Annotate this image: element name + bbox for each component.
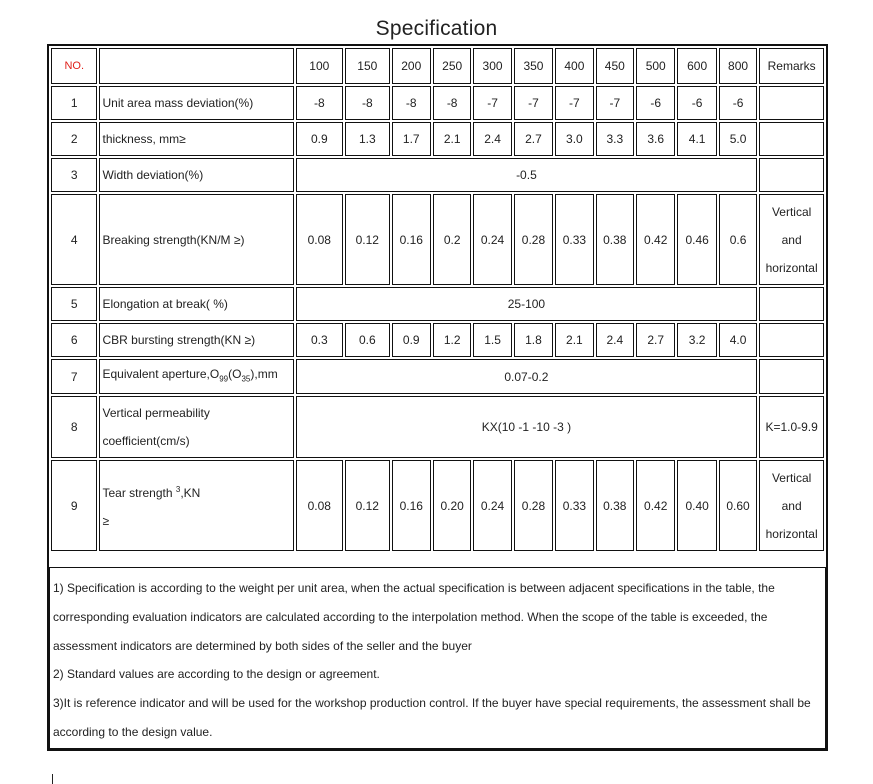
item-line [102, 476, 292, 507]
item-text: Equivalent aperture,O [102, 367, 220, 381]
row-item [99, 460, 293, 551]
row-value: -7 [514, 86, 553, 120]
table-row [51, 158, 824, 192]
row-no: 4 [51, 194, 97, 285]
header-spec: 500 [636, 48, 675, 84]
row-value: 0.3 [296, 323, 344, 357]
header-spec: 800 [719, 48, 757, 84]
row-no: 8 [51, 396, 97, 458]
row-value: 0.42 [636, 460, 675, 551]
row-merged-value: 25-100 [296, 287, 758, 321]
item-line: Vertical permeability [102, 406, 210, 421]
row-merged-value: -0.5 [296, 158, 758, 192]
row-remark [759, 194, 824, 285]
row-value: -6 [636, 86, 675, 120]
header-spec: 350 [514, 48, 553, 84]
row-value: 2.7 [514, 122, 553, 156]
item-subscript: 35 [241, 374, 251, 384]
header-spec: 100 [296, 48, 344, 84]
row-value: -7 [596, 86, 634, 120]
note-line: according to the design value. [53, 724, 213, 739]
row-value: -7 [473, 86, 511, 120]
row-value: 0.08 [296, 460, 344, 551]
row-item: Width deviation(%) [99, 158, 293, 192]
row-merged-value: 0.07-0.2 [296, 359, 758, 394]
row-remark [759, 323, 824, 357]
row-value: 0.6 [719, 194, 757, 285]
remark-line: horizontal [765, 526, 818, 541]
header-remarks: Remarks [759, 48, 824, 84]
row-value: 0.33 [555, 194, 593, 285]
header-spec: 250 [433, 48, 471, 84]
remark-line: Vertical [771, 470, 812, 485]
note-line: 3)It is reference indicator and will be used for the workshop production control. If the buyer have special requirements, the assessment shall be [53, 696, 811, 711]
row-value: 0.12 [345, 194, 389, 285]
row-value: 0.28 [514, 460, 553, 551]
row-value: 1.8 [514, 323, 553, 357]
row-value: 0.9 [296, 122, 344, 156]
row-value: -6 [677, 86, 716, 120]
text-cursor-mark [52, 774, 53, 784]
row-value: 0.20 [433, 460, 471, 551]
row-item: CBR bursting strength(KN ≥) [99, 323, 293, 357]
remark-line: and [781, 232, 802, 247]
row-value: 1.7 [392, 122, 431, 156]
row-remark: K=1.0-9.9 [759, 396, 824, 458]
notes-box [49, 567, 826, 749]
header-spec: 200 [392, 48, 431, 84]
row-item [99, 359, 293, 394]
row-value: 0.60 [719, 460, 757, 551]
row-value: 1.3 [345, 122, 389, 156]
row-item: Breaking strength(KN/M ≥) [99, 194, 293, 285]
row-merged-value: KX(10 -1 -10 -3 ) [296, 396, 758, 458]
row-value: -8 [392, 86, 431, 120]
row-value: 0.16 [392, 194, 431, 285]
row-item: Elongation at break( %) [99, 287, 293, 321]
row-value: 0.38 [596, 194, 634, 285]
note-line: 1) Specification is according to the weight per unit area, when the actual specification is between adjacent specifications in the table, the [53, 581, 775, 595]
table-row [51, 122, 824, 156]
row-value: 1.2 [433, 323, 471, 357]
header-spec: 150 [345, 48, 389, 84]
row-value: 2.1 [555, 323, 593, 357]
row-item: thickness, mm≥ [99, 122, 293, 156]
note-line: corresponding evaluation indicators are calculated according to the interpolation method. When the scope of the table is exceeded, the [53, 609, 768, 624]
item-text: ),mm [250, 367, 278, 381]
item-text: (O [228, 367, 242, 381]
row-value: 0.33 [555, 460, 593, 551]
row-value: 0.28 [514, 194, 553, 285]
row-value: -8 [433, 86, 471, 120]
row-item: Unit area mass deviation(%) [99, 86, 293, 120]
row-value: 2.4 [473, 122, 511, 156]
row-value: 2.1 [433, 122, 471, 156]
row-value: 3.0 [555, 122, 593, 156]
row-no: 1 [51, 86, 97, 120]
item-superscript: 3 [175, 485, 181, 495]
header-spec: 400 [555, 48, 593, 84]
row-value: 4.0 [719, 323, 757, 357]
row-value: 0.24 [473, 194, 511, 285]
spec-table [49, 46, 826, 553]
row-no: 5 [51, 287, 97, 321]
item-text: Tear strength [102, 486, 176, 501]
page-title: Specification [375, 17, 498, 40]
remark-line: horizontal [765, 260, 818, 275]
row-value: 0.42 [636, 194, 675, 285]
item-text: ,KN [180, 486, 201, 501]
row-value: 4.1 [677, 122, 716, 156]
row-remark [759, 287, 824, 321]
row-remark [759, 359, 824, 394]
row-value: -8 [345, 86, 389, 120]
row-value: 2.4 [596, 323, 634, 357]
row-value: -8 [296, 86, 344, 120]
row-value: 0.12 [345, 460, 389, 551]
remark-line: and [781, 498, 802, 513]
table-row [51, 86, 824, 120]
row-value: 0.9 [392, 323, 431, 357]
header-spec: 300 [473, 48, 511, 84]
row-value: -6 [719, 86, 757, 120]
table-row [51, 359, 824, 394]
table-row [51, 287, 824, 321]
item-line: ≥ [102, 514, 110, 529]
row-no: 7 [51, 359, 97, 394]
header-spec: 600 [677, 48, 716, 84]
row-no: 9 [51, 460, 97, 551]
row-value: 0.2 [433, 194, 471, 285]
row-value: 0.6 [345, 323, 389, 357]
table-row [51, 396, 824, 458]
row-value: 0.38 [596, 460, 634, 551]
row-remark [759, 122, 824, 156]
row-value: 3.2 [677, 323, 716, 357]
header-no: NO. [51, 48, 97, 84]
row-value: 0.08 [296, 194, 344, 285]
table-row [51, 460, 824, 551]
row-value: 1.5 [473, 323, 511, 357]
row-remark [759, 86, 824, 120]
row-remark [759, 158, 824, 192]
row-value: 0.46 [677, 194, 716, 285]
header-item [99, 48, 293, 84]
row-no: 6 [51, 323, 97, 357]
row-no: 3 [51, 158, 97, 192]
row-value: 0.24 [473, 460, 511, 551]
row-item [99, 396, 293, 458]
row-value: 2.7 [636, 323, 675, 357]
table-row [51, 323, 824, 357]
note-line: assessment indicators are determined by both sides of the seller and the buyer [53, 638, 472, 653]
row-remark [759, 460, 824, 551]
row-value: 0.16 [392, 460, 431, 551]
row-no: 2 [51, 122, 97, 156]
row-value: 3.6 [636, 122, 675, 156]
header-spec: 450 [596, 48, 634, 84]
remark-line: Vertical [771, 204, 812, 219]
item-subscript: 99 [219, 374, 229, 384]
table-row [51, 194, 824, 285]
note-line: 2) Standard values are according to the design or agreement. [53, 667, 380, 682]
header-row [51, 48, 824, 84]
row-value: 3.3 [596, 122, 634, 156]
item-line: coefficient(cm/s) [102, 434, 190, 449]
row-value: 5.0 [719, 122, 757, 156]
row-value: -7 [555, 86, 593, 120]
row-value: 0.40 [677, 460, 716, 551]
